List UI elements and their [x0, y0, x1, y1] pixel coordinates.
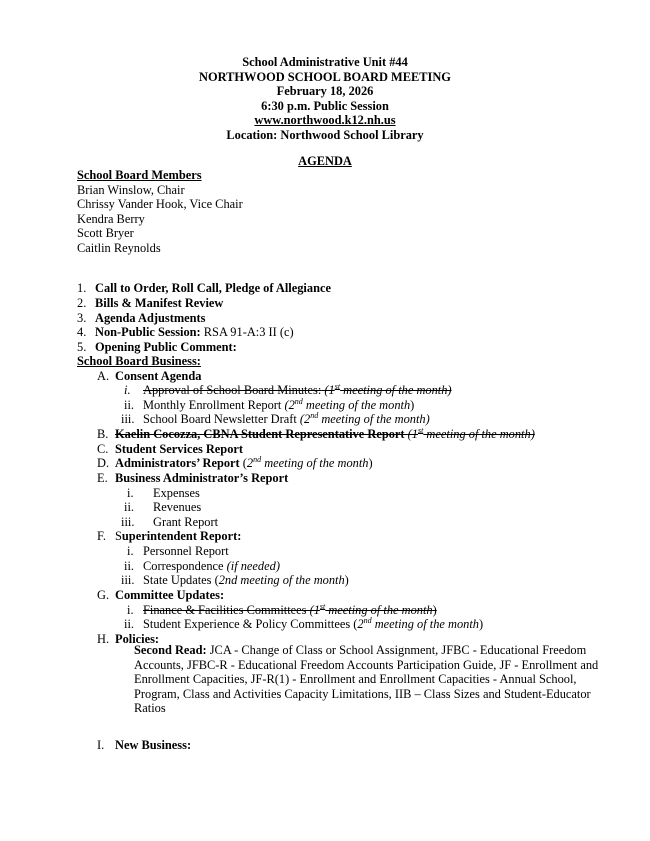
- section-note: (1: [407, 427, 418, 441]
- section-a: [97, 369, 202, 384]
- section-label: New Business:: [115, 738, 192, 752]
- member-name: Scott Bryer: [77, 226, 134, 241]
- section-letter: B.: [97, 427, 109, 441]
- section-label: Policies:: [115, 632, 160, 646]
- section-i: [97, 738, 192, 753]
- section-h: [97, 632, 160, 647]
- item-label: Call to Order, Roll Call, Pledge of Allegiance: [95, 281, 331, 295]
- sub-number: iii.: [121, 412, 135, 426]
- section-letter: H.: [97, 632, 110, 646]
- sub-text: Personnel Report: [143, 544, 229, 558]
- sub-text: Grant Report: [153, 515, 219, 529]
- sub-number: i.: [127, 486, 134, 500]
- section-letter: I.: [97, 738, 105, 752]
- sub-note: 2: [357, 617, 364, 631]
- section-d: D. Administrators’ Report (2nd meeting of the month): [97, 454, 373, 470]
- member-name: Kendra Berry: [77, 211, 145, 226]
- meeting-time: 6:30 p.m. Public Session: [261, 98, 389, 113]
- sub-note-sup: st: [334, 381, 341, 391]
- policies-second-read: [134, 643, 610, 716]
- document-header: [0, 55, 650, 143]
- section-label: Business Administrator’s Report: [115, 471, 289, 485]
- agenda-heading: AGENDA: [298, 154, 352, 168]
- member-name: Chrissy Vander Hook, Vice Chair: [77, 197, 243, 212]
- sub-number: iii.: [121, 515, 135, 529]
- sub-text: School Board Newsletter Draft: [143, 412, 297, 426]
- section-note: 2: [246, 456, 254, 470]
- section-label: Committee Updates:: [115, 588, 225, 602]
- section-f: [97, 529, 242, 544]
- business-heading: School Board Business:: [77, 354, 201, 368]
- section-label: Consent Agenda: [115, 369, 202, 383]
- item-label: Opening Public Comment:: [95, 340, 237, 354]
- sub-text: State Updates: [143, 573, 212, 587]
- sub-number: i.: [124, 383, 131, 397]
- member-name: Caitlin Reynolds: [77, 240, 161, 255]
- sub-note: meeting of the month: [302, 398, 411, 412]
- sub-note: meeting of the month: [371, 617, 479, 631]
- sub-number: ii.: [124, 398, 134, 412]
- member-name: Brian Winslow, Chair: [77, 182, 185, 197]
- sub-text: Student Experience & Policy Committees: [143, 617, 351, 631]
- sub-text: Finance & Facilities Committees: [143, 603, 307, 617]
- section-note-sup: nd: [253, 454, 262, 464]
- sub-number: ii.: [124, 617, 134, 631]
- sub-note: meeting of the month): [318, 412, 430, 426]
- item-number: 4.: [77, 325, 87, 339]
- item-number: 1.: [77, 281, 87, 295]
- section-label: Student Services Report: [115, 442, 244, 456]
- sub-number: i.: [127, 544, 134, 558]
- sub-text: Revenues: [153, 500, 202, 514]
- agenda-page: School Administrative Unit #44 NORTHWOOD SCHOOL BOARD MEETING February 18, 2026 6:30 p.m. Public Session www.northwood.k12.nh.us Location: Northwood School Library AGENDA School Board Members Brian Winslow, Chair Chrissy Vander Hook, Vice Chair Kendra Berry Scott Bryer Caitlin Reynolds 1. Call to Order, Roll Call, Pledge of Allegiance 2. Bills & Manifest Review 3. Agenda Adjustments 4. Non-Public Session: RSA 91-A:3 II (c) 5. Opening Public Comment: School Board Business: A. Consent Agenda i. Approval of School Board Minutes: (1st meeting of the month) ii. Monthly Enrollment Report (2nd meeting of the month) iii. School Board Newsletter Draft (2nd meeting of the month) B. Kaelin Cocozza, CBNA Student Representative Report (1st meeting of the month) C. Student Services Report D. Administrators’ Report (2nd meeting of the month) E. Business Administrator’s Report i. Expenses ii. Revenues iii. Grant Report F. Superintendent Report: i. Personnel Report ii. Correspondence (if needed) iii. State Updates (2nd meeting of the month) G. Committee Updates: i. Finance & Facilities Committees (1st meeting of the month) ii. Student Experience & Policy Committees (2nd meeting of the month) H. Policies: Second Read: JCA - Change of Class or School Assignment, JFBC - Educational Freedom Accounts, JFBC-R - Educational Freedom Accounts Participation Guide, JF - Enrollment and Enrollment Capacities, JF-R(1) - Enrollment and Enrollment Capacities - Annual School, Program, Class and Activities Capacity Limitations, IIB – Class Sizes and Student-Educator Ratios I. New Business:: [0, 0, 650, 841]
- section-note: meeting of the month: [261, 456, 369, 470]
- sub-text: Expenses: [153, 486, 200, 500]
- section-label: uperintendent Report:: [121, 529, 242, 543]
- item-label: Agenda Adjustments: [95, 311, 206, 325]
- section-label: Administrators’ Report: [115, 456, 240, 470]
- item-label: Bills & Manifest Review: [95, 296, 224, 310]
- sub-note: 2nd meeting of the month: [218, 573, 345, 587]
- sub-note: (2: [299, 412, 311, 426]
- sub-note-sup: nd: [294, 396, 303, 406]
- sub-number: ii.: [124, 559, 134, 573]
- sub-number: iii.: [121, 573, 135, 587]
- sub-text: Monthly Enrollment Report: [143, 398, 282, 412]
- sub-note-sup: nd: [310, 410, 319, 420]
- meeting-location: Location: Northwood School Library: [226, 127, 424, 142]
- section-letter: C.: [97, 442, 109, 456]
- section-c: [97, 442, 244, 457]
- section-letter: A.: [97, 369, 110, 383]
- item-detail: RSA 91-A:3 II (c): [200, 325, 294, 339]
- section-note-sup: st: [417, 425, 424, 435]
- section-letter: F.: [97, 529, 106, 543]
- board-members-heading: School Board Members: [77, 168, 202, 182]
- second-read-label: Second Read:: [134, 643, 207, 657]
- sub-note-sup: st: [319, 601, 326, 611]
- sub-note: meeting of the month): [340, 383, 452, 397]
- sub-number: i.: [127, 603, 134, 617]
- board-members: [77, 168, 243, 256]
- section-label-initial: S: [115, 529, 122, 543]
- section-g: [97, 588, 225, 603]
- meeting-title: NORTHWOOD SCHOOL BOARD MEETING: [199, 69, 451, 84]
- sau-title: School Administrative Unit #44: [242, 55, 408, 69]
- section-b: [97, 425, 535, 442]
- item-number: 2.: [77, 296, 87, 310]
- section-letter: G.: [97, 588, 110, 602]
- sub-note-sup: nd: [363, 615, 372, 625]
- section-label: Kaelin Cocozza, CBNA Student Representative Report: [115, 427, 405, 441]
- sub-note: (if needed): [226, 559, 280, 573]
- sub-number: ii.: [124, 500, 134, 514]
- sub-text: Correspondence: [143, 559, 224, 573]
- section-note: meeting of the month): [423, 427, 535, 441]
- section-letter: E.: [97, 471, 108, 485]
- item-number: 3.: [77, 311, 87, 325]
- sub-note: (1: [309, 603, 320, 617]
- sub-text: Approval of School Board Minutes:: [143, 383, 322, 397]
- section-e: [97, 471, 289, 486]
- sub-note: (2: [284, 398, 295, 412]
- item-number: 5.: [77, 340, 87, 354]
- second-read-text: JCA - Change of Class or School Assignment, JFBC - Educational Freedom Accounts, JFBC-R - Educational Freedom Accounts Participation Guide, JF - Enrollment and Enrollment Capacities, JF-R(1) - Enrollment and Enrollment Capacities - Annual School, Program, Class and Activities Capacity Limitations, IIB – Class Sizes and Student-Educator Ratios: [134, 643, 599, 716]
- sub-note: meeting of the month: [325, 603, 433, 617]
- website-link[interactable]: www.northwood.k12.nh.us: [254, 113, 396, 128]
- sub-note: (1: [324, 383, 335, 397]
- meeting-date: February 18, 2026: [276, 84, 374, 99]
- item-label: Non-Public Session:: [95, 325, 201, 339]
- section-letter: D.: [97, 456, 110, 470]
